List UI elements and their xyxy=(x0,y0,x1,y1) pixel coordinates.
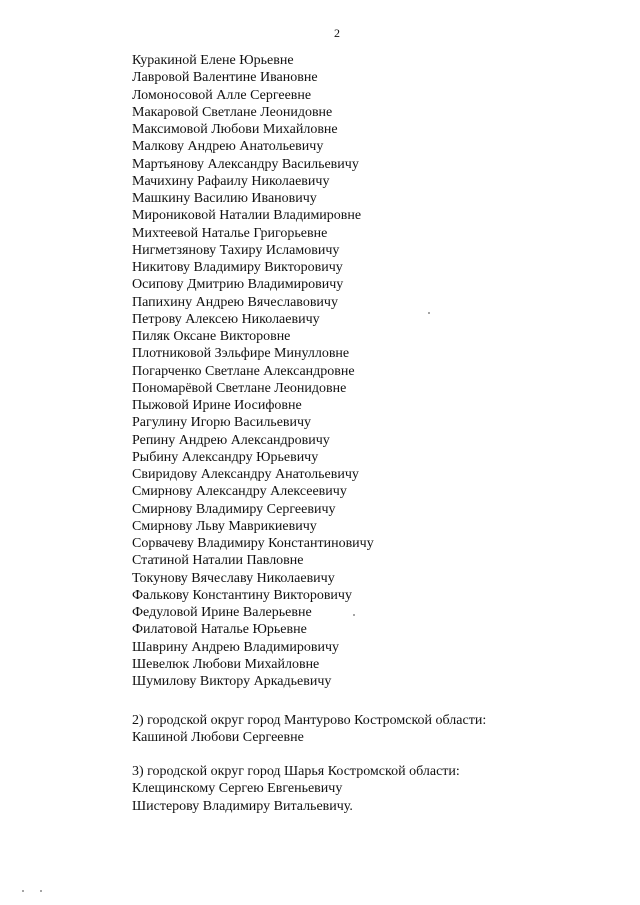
section-manturovo xyxy=(132,712,486,747)
scan-speck xyxy=(40,890,42,892)
list-item: Филатовой Наталье Юрьевне xyxy=(132,622,307,638)
list-item: Смирнову Владимиру Сергеевичу xyxy=(132,501,336,517)
list-item: Клещинскому Сергею Евгеньевичу xyxy=(132,781,343,797)
list-item: Кашиной Любови Сергеевне xyxy=(132,730,304,746)
list-item: Плотниковой Зэльфире Минулловне xyxy=(132,346,350,362)
list-item: Смирнову Льву Маврикиевичу xyxy=(132,518,317,534)
list-item: Ломоносовой Алле Сергеевне xyxy=(132,87,312,103)
list-item: Мартьянову Александру Васильевичу xyxy=(132,156,359,172)
list-item: Пыжовой Ирине Иосифовне xyxy=(132,398,302,413)
list-item: Шистерову Владимиру Витальевичу. xyxy=(132,798,353,814)
list-item: Репину Андрею Александровичу xyxy=(132,432,330,448)
list-item: Шумилову Виктору Аркадьевичу xyxy=(132,674,332,689)
section-sharya xyxy=(132,763,460,815)
list-item: Машкину Василию Ивановичу xyxy=(132,191,317,206)
list-item: Михтеевой Наталье Григорьевне xyxy=(132,225,328,241)
list-item: Рыбину Александру Юрьевичу xyxy=(132,449,319,465)
list-item: Фалькову Константину Викторовичу xyxy=(132,587,352,603)
list-item: Лавровой Валентине Ивановне xyxy=(132,70,318,86)
list-item: Шаврину Андрею Владимировичу xyxy=(132,639,339,655)
scan-speck xyxy=(353,614,355,616)
list-item: Пономарёвой Светлане Леонидовне xyxy=(132,380,347,396)
list-item: Малкову Андрею Анатольевичу xyxy=(132,139,324,155)
list-item: Смирнову Александру Алексеевичу xyxy=(132,484,347,500)
list-item: Максимовой Любови Михайловне xyxy=(132,122,338,137)
list-item: Свиридову Александру Анатольевичу xyxy=(132,467,359,482)
list-item: Пиляк Оксане Викторовне xyxy=(132,329,291,344)
section-heading: 3) городской округ город Шарья Костромской области: xyxy=(132,764,460,779)
list-item: Мачихину Рафаилу Николаевичу xyxy=(132,173,330,189)
list-item: Осипову Дмитрию Владимировичу xyxy=(132,277,344,293)
scan-speck xyxy=(428,312,430,314)
section-heading: 2) городской округ город Мантурово Костромской области: xyxy=(132,713,487,728)
list-item: Федуловой Ирине Валерьевне xyxy=(132,605,312,620)
list-item: Сорвачеву Владимиру Константиновичу xyxy=(132,536,374,551)
scan-speck xyxy=(22,890,24,892)
list-item: Шевелюк Любови Михайловне xyxy=(132,656,320,672)
list-item: Папихину Андрею Вячеславовичу xyxy=(132,294,338,310)
page-number: 2 xyxy=(334,26,340,40)
list-item: Рагулину Игорю Васильевичу xyxy=(132,415,312,431)
list-item: Погарченко Светлане Александровне xyxy=(132,363,355,379)
recipient-list xyxy=(132,52,374,690)
list-item: Статиной Наталии Павловне xyxy=(132,553,304,569)
list-item: Никитову Владимиру Викторовичу xyxy=(132,260,343,275)
list-item: Мироникoвой Наталии Владимировне xyxy=(132,208,362,224)
list-item: Макаровой Светлане Леонидовне xyxy=(132,104,333,120)
list-item: Петрову Алексею Николаевичу xyxy=(132,311,320,327)
list-item: Куракиной Елене Юрьевне xyxy=(132,53,294,68)
list-item: Нигметзянову Тахиру Исламовичу xyxy=(132,242,340,258)
list-item: Токунову Вячеславу Николаевичу xyxy=(132,570,335,586)
